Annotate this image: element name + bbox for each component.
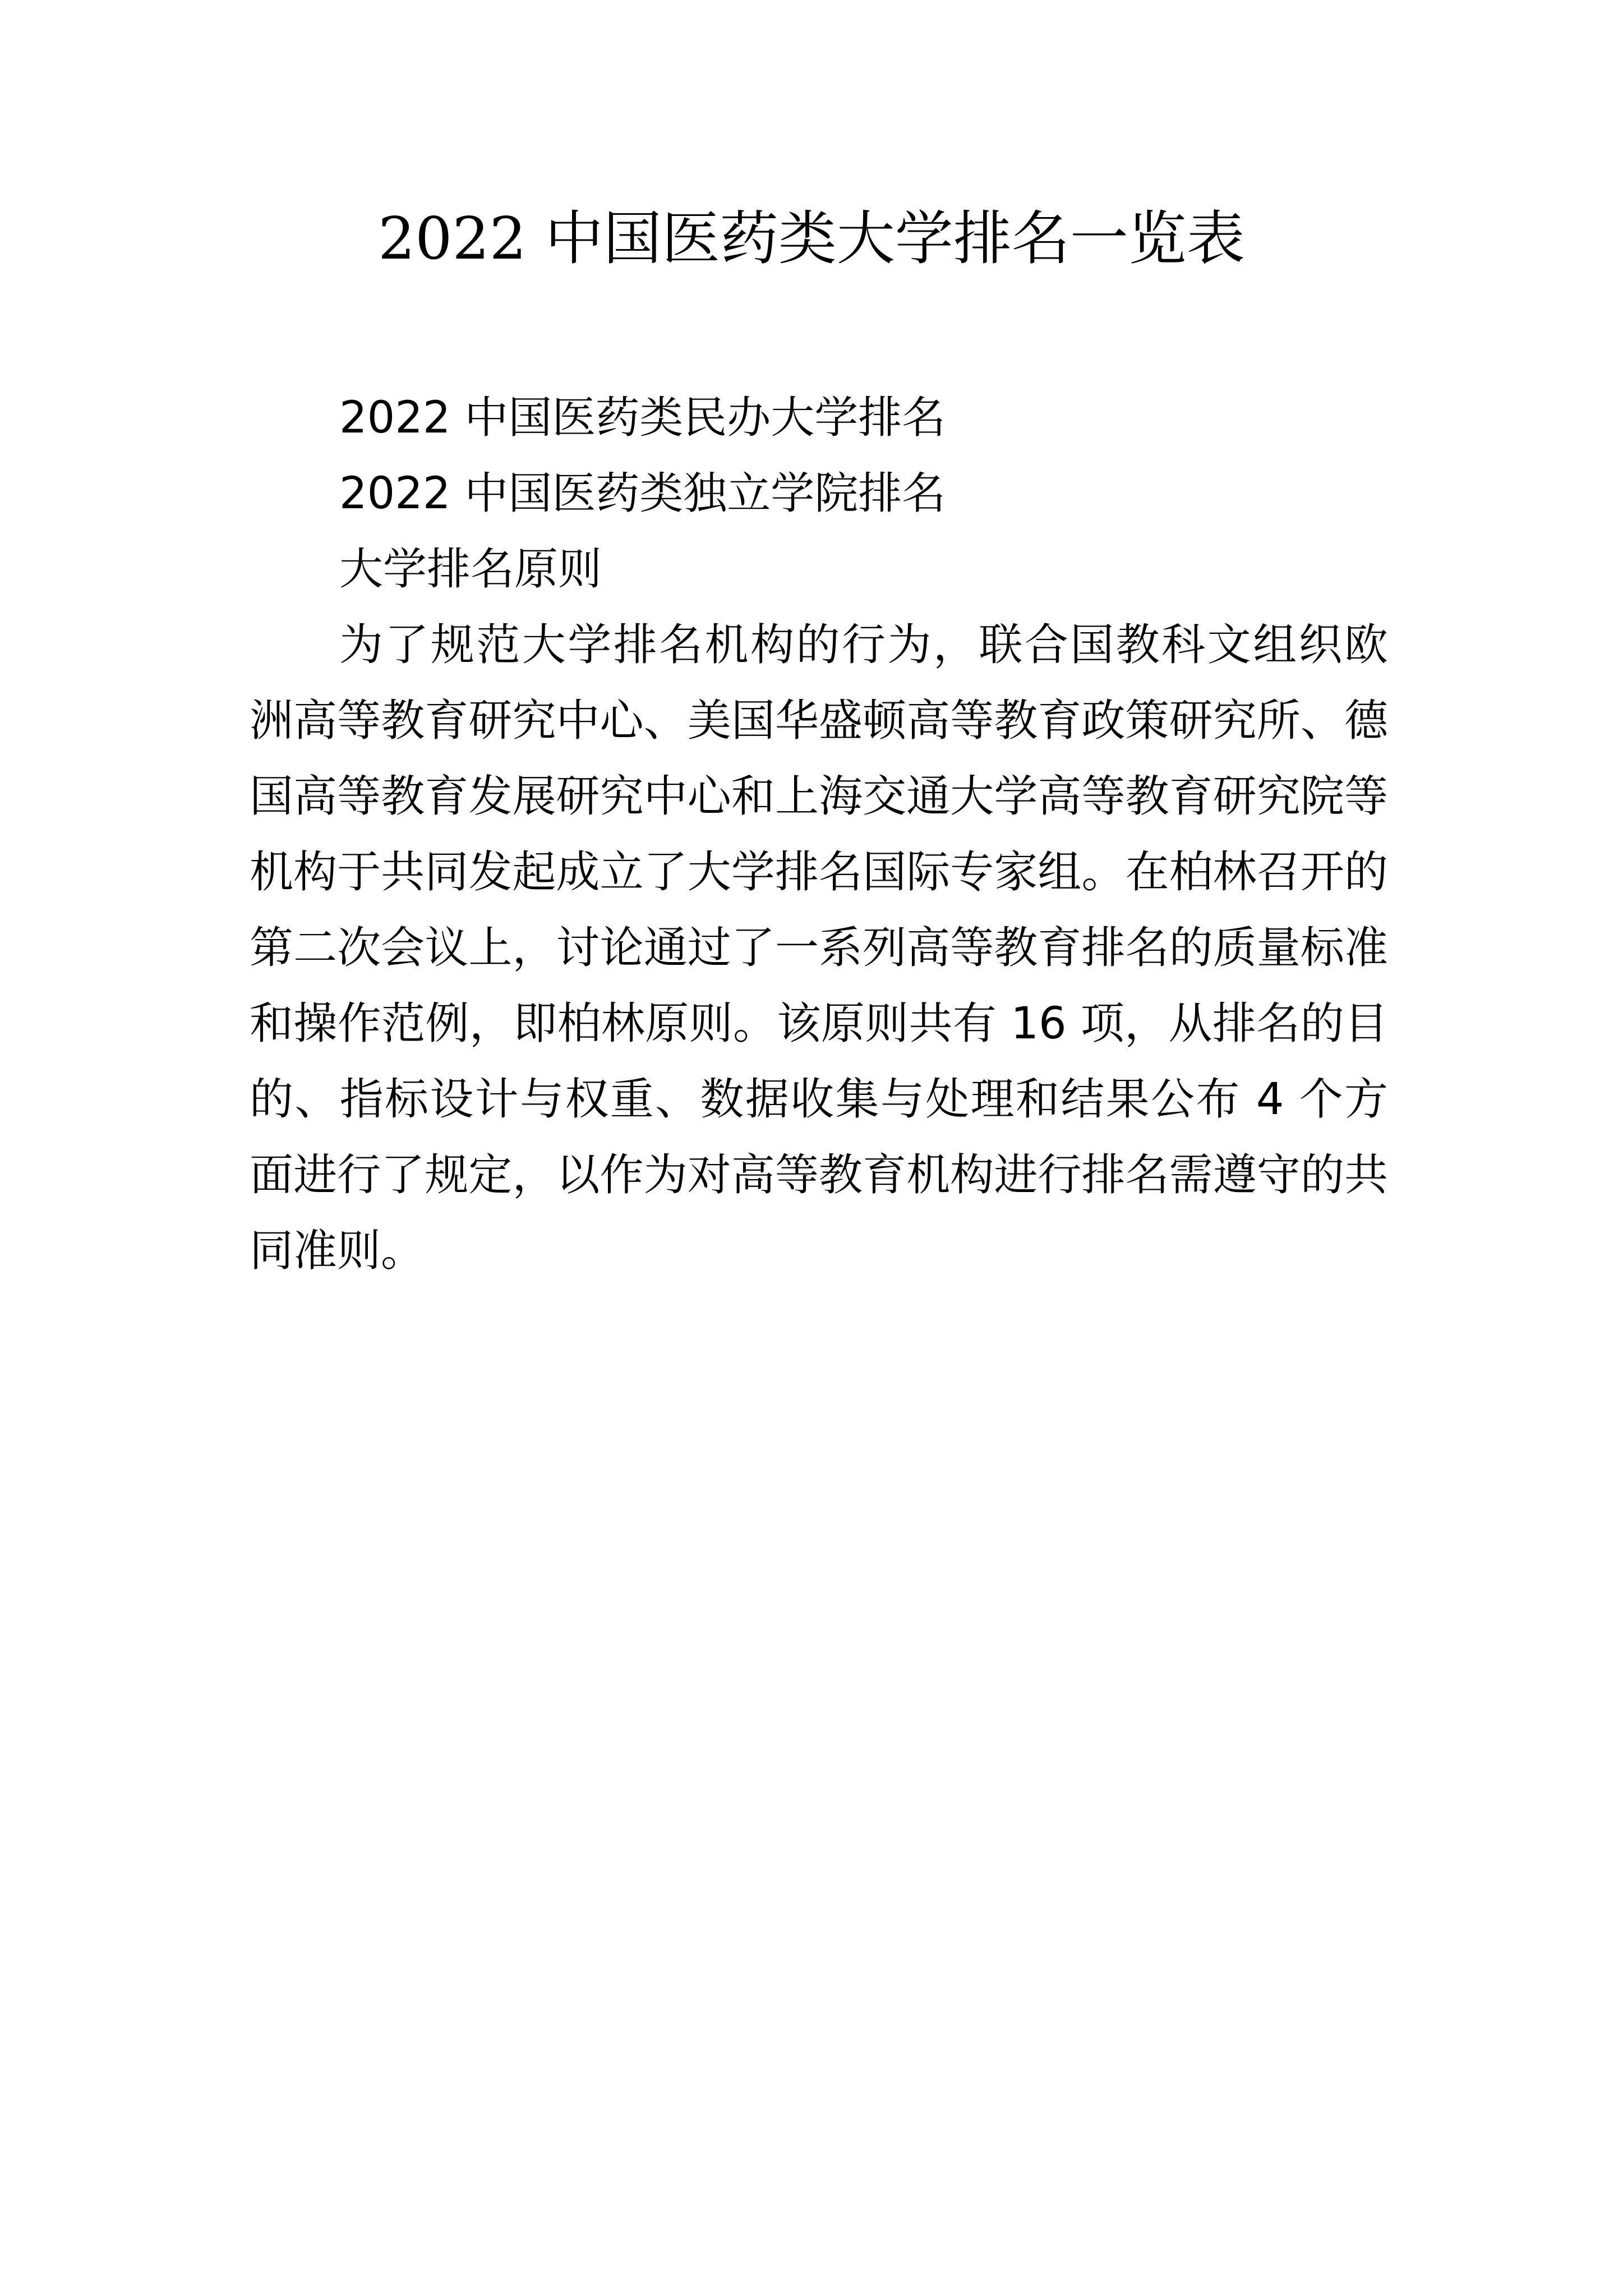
line-ranking-principles-heading: 大学排名原则 xyxy=(339,544,602,595)
document-body xyxy=(250,380,1388,1289)
document-title: 2022 中国医药类大学排名一览表 xyxy=(378,204,1245,273)
line-private-university-ranking: 2022 中国医药类民办大学排名 xyxy=(339,393,946,443)
line-independent-college-ranking: 2022 中国医药类独立学院排名 xyxy=(339,468,946,519)
principles-paragraph: 为了规范大学排名机构的行为，联合国教科文组织欧洲高等教育研究中心、美国华盛顿高等教育政策研究所、德国高等教育发展研究中心和上海交通大学高等教育研究院等机构于共同发起成立了大学排名国际专家组。在柏林召开的第二次会议上，讨论通过了一系列高等教育排名的质量标准和操作范例，即柏林原则。该原则共有 16 项，从排名的目的、指标设计与权重、数据收集与处理和结果公布 4 个方面进行了规定，以作为对高等教育机构进行排名需遵守的共同准则。 xyxy=(250,620,1388,1276)
